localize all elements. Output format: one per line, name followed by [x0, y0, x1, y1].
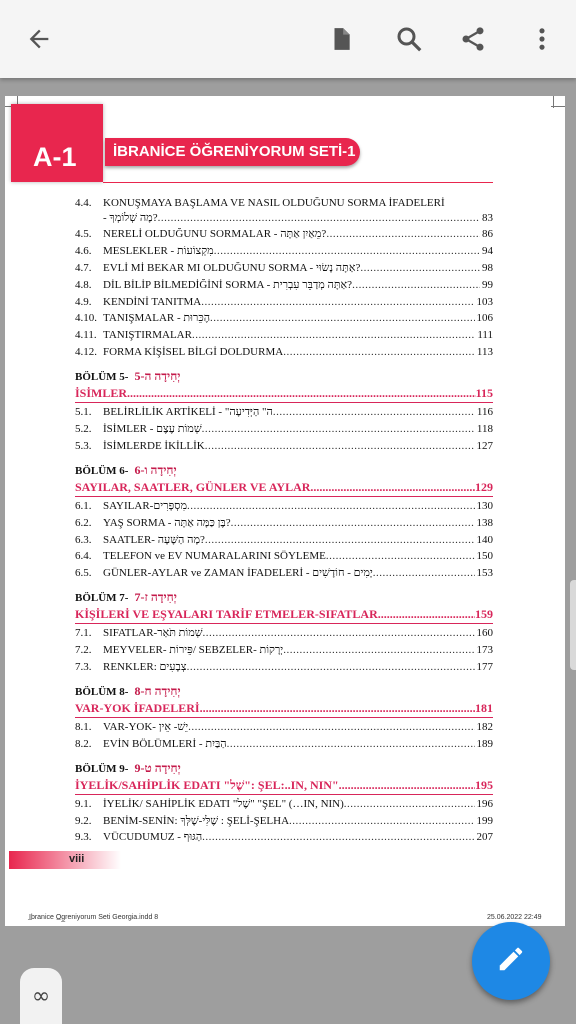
dot-leader [187, 659, 475, 676]
section-title[interactable] [75, 479, 493, 496]
toc-entry-number: 8.2. [75, 737, 92, 750]
section-number: BÖLÜM 6- [75, 464, 129, 477]
series-title-banner [105, 138, 360, 166]
toc-entry[interactable] [75, 211, 493, 226]
toc-entry-number: 6.5. [75, 567, 92, 580]
dot-leader [283, 642, 474, 659]
toc-entry[interactable] [75, 565, 493, 582]
toc-entry-page: 98 [482, 261, 493, 274]
toc-entry-title: BELİRLİLİK ARTİKELİ - "ה" הַיְּדִיעָה [103, 406, 273, 419]
toc-entry-page: 111 [477, 329, 493, 342]
toc-entry-page: 94 [482, 244, 493, 257]
toc-entry[interactable] [75, 829, 493, 846]
toc-entry-number: 4.4. [75, 197, 92, 209]
toc-entry-title: GÜNLER-AYLAR ve ZAMAN İFADELERİ - יָמִים - חוֹדָשִׁים [103, 567, 373, 580]
toc-entry[interactable] [75, 498, 493, 515]
toc-entry-page: 182 [476, 720, 493, 733]
section-number: BÖLÜM 5- [75, 371, 129, 384]
section-page: 181 [475, 700, 493, 715]
dot-leader [205, 438, 475, 455]
toc-entry-title: SAYILAR-מִסְפָּרִים [103, 499, 188, 512]
toc-entry[interactable] [75, 243, 493, 260]
dot-leader [227, 736, 475, 753]
toc-entry-number: 6.2. [75, 516, 92, 529]
toc-entry-page: 118 [476, 423, 493, 436]
dot-leader [373, 565, 475, 582]
toc-entry[interactable] [75, 719, 493, 736]
section-heading [75, 462, 493, 479]
toc-entry-number: 4.8. [75, 278, 92, 291]
toc-entry-number: 6.4. [75, 550, 92, 563]
toc-entry-title: SIFATLAR-שְׁמוֹת תֹּאַר [103, 627, 203, 640]
toc-entry[interactable] [75, 438, 493, 455]
dot-leader [283, 344, 475, 361]
app-toolbar [0, 0, 576, 78]
infinity-icon[interactable] [20, 968, 62, 1024]
toc-entry-number: 9.1. [75, 797, 92, 810]
scroll-handle[interactable] [570, 580, 576, 670]
document-page [5, 96, 565, 926]
toc-entry-number: 5.2. [75, 423, 92, 436]
section-hebrew-label: יְחִידָה ו-6 [134, 462, 177, 477]
page-number: viii [69, 853, 85, 865]
section-title[interactable] [75, 777, 493, 794]
section-page: 129 [475, 479, 493, 494]
dot-leader [203, 625, 475, 642]
toc-entry[interactable] [75, 813, 493, 830]
toc-entry-title: NERELİ OLDUĞUNU SORMALAR - מֵאַיִן אַתָּה? [103, 228, 327, 240]
toc-entry-title: TANIŞMALAR - הֶכֵּרוּת [103, 312, 211, 325]
toc-entry[interactable] [75, 532, 493, 549]
section-rule [75, 717, 493, 718]
toc-entry-title: MESLEKLER - מִקְצוֹעוֹת [103, 244, 214, 257]
toc-entry-page: 103 [476, 295, 493, 308]
header-rule [103, 182, 493, 183]
section-heading [75, 589, 493, 606]
toc-entry-number: 7.3. [75, 661, 92, 674]
search-icon[interactable] [392, 22, 426, 56]
toc-entry-page: 160 [476, 627, 493, 640]
toc-entry-number: 4.7. [75, 261, 92, 274]
section-number: BÖLÜM 8- [75, 685, 129, 698]
dot-leader [344, 796, 475, 813]
toc-entry-number: 5.3. [75, 439, 92, 452]
section-page: 195 [475, 777, 493, 792]
toc-entry-number: 4.6. [75, 244, 92, 257]
section-hebrew-label: יְחִידָה ט-9 [134, 760, 181, 775]
toc-entry-page: 199 [476, 814, 493, 827]
section-heading [75, 368, 493, 385]
section-heading [75, 683, 493, 700]
toc-entry-title: KONUŞMAYA BAŞLAMA VE NASIL OLDUĞUNU SORMA İFADELERİ [103, 197, 445, 209]
toc-entry-page: 177 [476, 661, 493, 674]
toc-entry-number: 4.12. [75, 346, 97, 359]
toc-entry-number: 7.1. [75, 627, 92, 640]
section-page: 159 [475, 607, 493, 622]
toc-entry-number: 4.10. [75, 312, 97, 325]
toc-entry-title: FORMA KİŞİSEL BİLGİ DOLDURMA [103, 346, 284, 359]
section-number: BÖLÜM 9- [75, 762, 129, 775]
more-vert-icon[interactable] [525, 22, 559, 56]
toc-entry-number: 5.1. [75, 406, 92, 419]
dot-leader [231, 515, 475, 532]
toc-entry[interactable] [75, 260, 493, 277]
toc-entry-page: 150 [476, 550, 493, 563]
dot-leader [201, 294, 474, 311]
dot-leader [360, 260, 480, 277]
toc-entry-title: - מָה שְׁלוֹמְךָ? [103, 212, 158, 224]
section-title-text: İYELİK/SAHİPLİK EDATI "שֶׁל": ŞEL:..IN, NIN" [75, 777, 339, 792]
dot-leader [187, 498, 474, 515]
toc-entry-page: 116 [476, 406, 493, 419]
toc-entry[interactable] [75, 327, 493, 344]
toc-entry-title: RENKLER: צְבָעִים [103, 661, 187, 674]
toc-entry-number: 4.9. [75, 295, 92, 308]
dot-leader [202, 829, 474, 846]
toc-entry-page: 99 [482, 278, 493, 291]
section-rule [75, 402, 493, 403]
edit-fab-button[interactable] [472, 922, 550, 1000]
toc-entry[interactable] [75, 625, 493, 642]
toc-entry-title: EVLİ Mİ BEKAR MI OLDUĞUNU SORMA - אַתָּה נָשׂוּי? [103, 261, 361, 274]
dot-leader [127, 385, 476, 402]
dot-leader [310, 479, 475, 496]
dot-leader [326, 226, 480, 243]
print-slug-right: 25.06.2022 22:49 [487, 914, 542, 921]
arrow-left-icon[interactable] [22, 22, 56, 56]
toc-entry[interactable] [75, 277, 493, 294]
toc-entry[interactable] [75, 642, 493, 659]
toc-entry-title: VAR-YOK- יֵשׁ- אֵין [103, 720, 189, 733]
toc-entry[interactable] [75, 196, 493, 211]
crop-mark [553, 96, 554, 108]
dot-leader [205, 532, 475, 549]
toc-entry-number: 6.1. [75, 499, 92, 512]
section-title-text: KİŞİLERİ VE EŞYALARI TARİF ETMELER-SIFATLAR [75, 607, 378, 622]
section-rule [75, 496, 493, 497]
toc-entry-title: YAŞ SORMA - בֶּן כַּמָּה אַתָּה? [103, 516, 231, 529]
page-number-bar [9, 851, 121, 869]
toc-entry[interactable] [75, 344, 493, 361]
toc-entry-page: 207 [476, 831, 493, 844]
toc-entry[interactable] [75, 796, 493, 813]
toc-entry[interactable] [75, 294, 493, 311]
toc-entry[interactable] [75, 226, 493, 243]
toc-entry-title: İSİMLERDE İKİLLİK [103, 439, 205, 452]
toc-entry-number: 7.2. [75, 644, 92, 657]
dot-leader [200, 700, 475, 717]
section-page: 115 [475, 386, 493, 401]
toc-entry[interactable] [75, 736, 493, 753]
toc-entry-number: 4.5. [75, 228, 92, 240]
section-hebrew-label: יְחִידָה ח-8 [134, 683, 181, 698]
section-hebrew-label: יְחִידָה ז-7 [134, 590, 177, 605]
dot-leader [273, 404, 475, 421]
dot-leader [202, 421, 475, 438]
toc-entry[interactable] [75, 548, 493, 565]
toc-entry-number: 9.2. [75, 814, 92, 827]
toc-entry-number: 4.11. [75, 329, 97, 342]
toc-entry-page: 196 [476, 797, 493, 810]
infinity-icon-glyph: ∞ [31, 983, 51, 1009]
dot-leader [158, 211, 480, 226]
toc-entry-title: EVİN BÖLÜMLERİ - הַבַּיִת [103, 737, 227, 750]
toc-entry[interactable] [75, 659, 493, 676]
toc-entry-title: SAATLER- מָה הַשָּׁעָה? [103, 533, 205, 546]
section-title-text: SAYILAR, SAATLER, GÜNLER VE AYLAR [75, 479, 311, 494]
toc-entry-number: 8.1. [75, 720, 92, 733]
toc-entry-page: 113 [476, 346, 493, 359]
dot-leader [210, 310, 474, 327]
toc-entry-page: 138 [476, 516, 493, 529]
toc-entry-number: 6.3. [75, 533, 92, 546]
toc-entry-page: 173 [476, 644, 493, 657]
toc-entry-number: 9.3. [75, 831, 92, 844]
toc-entry-page: 83 [482, 212, 493, 224]
dot-leader [445, 196, 491, 211]
section-title-text: VAR-YOK İFADELERİ [75, 700, 200, 715]
toc-entry-title: KENDİNİ TANITMA [103, 295, 202, 308]
toc-entry-title: BENİM-SENİN: שֶׁלִּי-שֶׁלְּךָ : ŞELİ-ŞELHA [103, 814, 290, 827]
toc-entry-page: 140 [476, 533, 493, 546]
dot-leader [214, 243, 480, 260]
section-title-text: İSİMLER [75, 386, 128, 401]
toc-entry-title: VÜCUDUMUZ - הַגּוּף [103, 831, 203, 844]
toc-entry-page: 86 [482, 228, 493, 240]
pencil-icon [496, 944, 526, 979]
dot-leader [192, 327, 475, 344]
toc-entry[interactable] [75, 310, 493, 327]
print-slug-left: I̲branice O̲g̲reniyorum Seti Georgia.indd 8 [29, 914, 159, 921]
section-title[interactable] [75, 385, 493, 402]
toc-entry[interactable] [75, 515, 493, 532]
section-number: BÖLÜM 7- [75, 592, 129, 605]
toc-entry-title: TANIŞTIRMALAR [103, 329, 192, 342]
file-icon[interactable] [324, 22, 358, 56]
section-rule [75, 623, 493, 624]
chapter-badge [11, 104, 103, 182]
toc-entry-title: MEYVELER- פֵּירוֹת/ SEBZELER- יְרָקוֹת [103, 644, 284, 657]
section-rule [75, 794, 493, 795]
toc-entry[interactable] [75, 404, 493, 421]
section-title[interactable] [75, 700, 493, 717]
chapter-badge-label: A-1 [33, 142, 77, 172]
toc-entry-page: 127 [476, 439, 493, 452]
section-hebrew-label: יְחִידָה ה-5 [134, 369, 181, 384]
toc-entry-page: 153 [476, 567, 493, 580]
table-of-contents [75, 196, 493, 846]
dot-leader [352, 277, 480, 294]
toc-entry[interactable] [75, 421, 493, 438]
dot-leader [289, 813, 474, 830]
dot-leader [326, 548, 475, 565]
toc-entry-page: 106 [476, 312, 493, 325]
dot-leader [339, 777, 475, 794]
dot-leader [378, 606, 475, 623]
toc-entry-title: İYELİK/ SAHİPLİK EDATI "שֶׁל" "ŞEL" (…IN, NIN) [103, 797, 344, 810]
series-title: İBRANİCE ÖĞRENİYORUM SETİ-1 [113, 143, 356, 160]
section-title[interactable] [75, 606, 493, 623]
toc-entry-page: 189 [476, 737, 493, 750]
toc-entry-title: TELEFON ve EV NUMARALARINI SÖYLEME [103, 550, 326, 563]
toc-entry-title: DİL BİLİP BİLMEDİĞİNİ SORMA - אַתָּה מְדַבֵּר עִבְרִית? [103, 278, 353, 291]
share-icon[interactable] [456, 22, 490, 56]
toc-entry-title: İSİMLER - שְׁמוֹת עֶצֶם [103, 423, 202, 436]
section-heading [75, 760, 493, 777]
toc-entry-page: 130 [476, 499, 493, 512]
dot-leader [188, 719, 474, 736]
